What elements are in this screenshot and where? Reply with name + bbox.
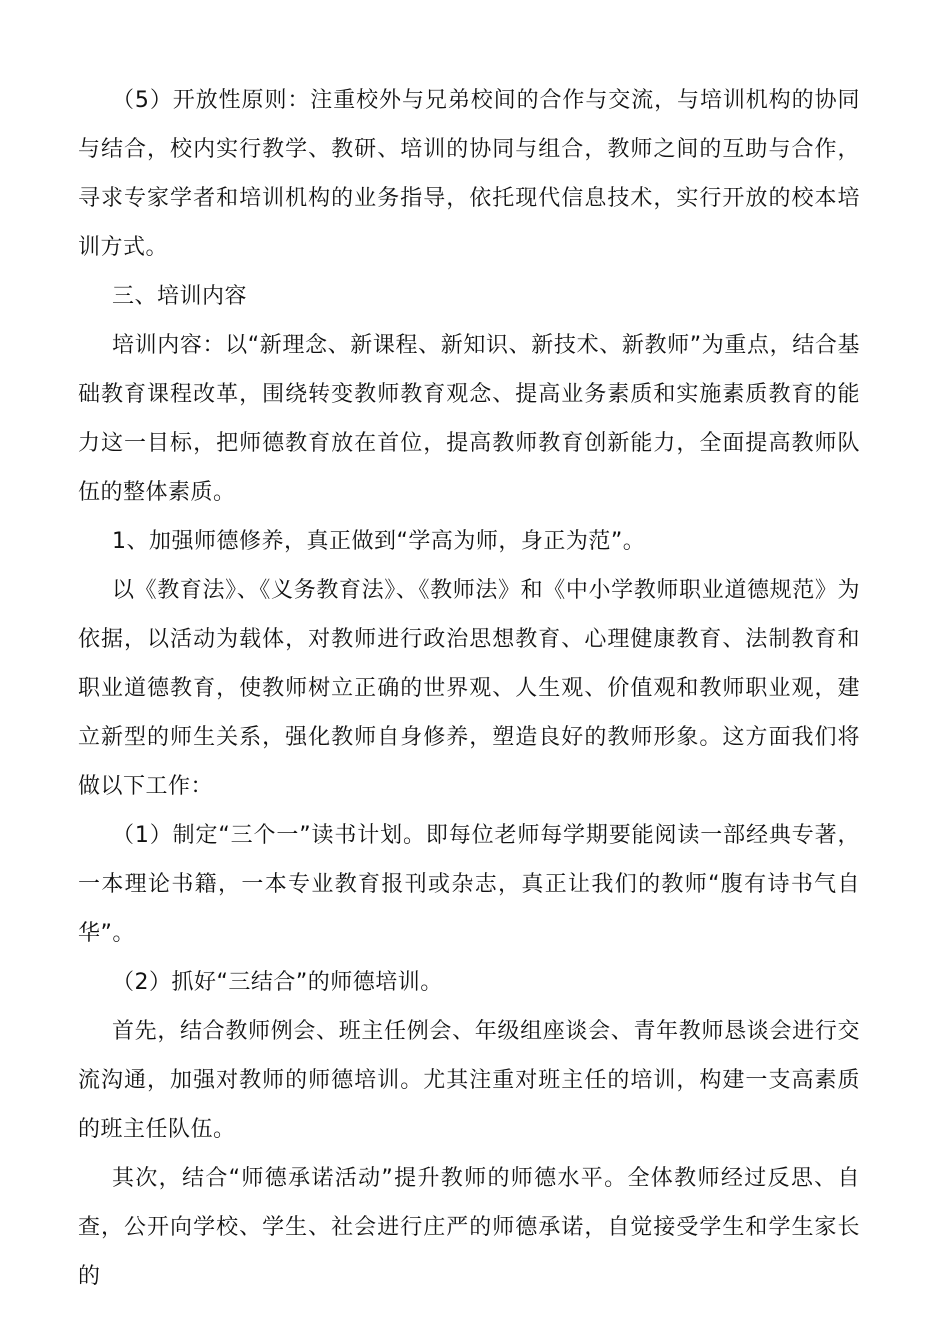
paragraph-openness-principle: （5）开放性原则：注重校外与兄弟校间的合作与交流，与培训机构的协同与结合，校内实行教学、教研、培训的协同与组合，教师之间的互助与合作，寻求专家学者和培训机构的业务指导，依托现代信息技术，实行开放的校本培训方式。 — [78, 88, 860, 260]
paragraph-training-content: 培训内容：以“新理念、新课程、新知识、新技术、新教师”为重点，结合基础教育课程改革，围绕转变教师教育观念、提高业务素质和实施素质教育的能力这一目标，把师德教育放在首位，提高教师教育创新能力，全面提高教师队伍的整体素质。 — [78, 333, 860, 505]
paragraph-reading-plan: （1）制定“三个一”读书计划。即每位老师每学期要能阅读一部经典专著，一本理论书籍，一本专业教育报刊或杂志，真正让我们的教师“腹有诗书气自华”。 — [78, 823, 860, 946]
paragraph-first: 首先，结合教师例会、班主任例会、年级组座谈会、青年教师恳谈会进行交流沟通，加强对教师的师德培训。尤其注重对班主任的培训，构建一支高素质的班主任队伍。 — [78, 1019, 860, 1142]
section-heading-training-content: 三、培训内容 — [112, 284, 248, 309]
subheading-teacher-ethics: 1、加强师德修养，真正做到“学高为师，身正为范”。 — [112, 529, 646, 554]
paragraph-legal-basis: 以《教育法》、《义务教育法》、《教师法》和《中小学教师职业道德规范》为依据，以活动为载体，对教师进行政治思想教育、心理健康教育、法制教育和职业道德教育，使教师树立正确的世界观、人生观、价值观和教师职业观，建立新型的师生关系，强化教师自身修养，塑造良好的教师形象。这方面我们将做以下工作： — [78, 578, 860, 799]
document-body — [78, 76, 860, 1301]
paragraph-second: 其次，结合“师德承诺活动”提升教师的师德水平。全体教师经过反思、自查，公开向学校、学生、社会进行庄严的师德承诺，自觉接受学生和学生家长的 — [78, 1166, 860, 1289]
paragraph-three-combinations: （2）抓好“三结合”的师德培训。 — [112, 970, 443, 995]
